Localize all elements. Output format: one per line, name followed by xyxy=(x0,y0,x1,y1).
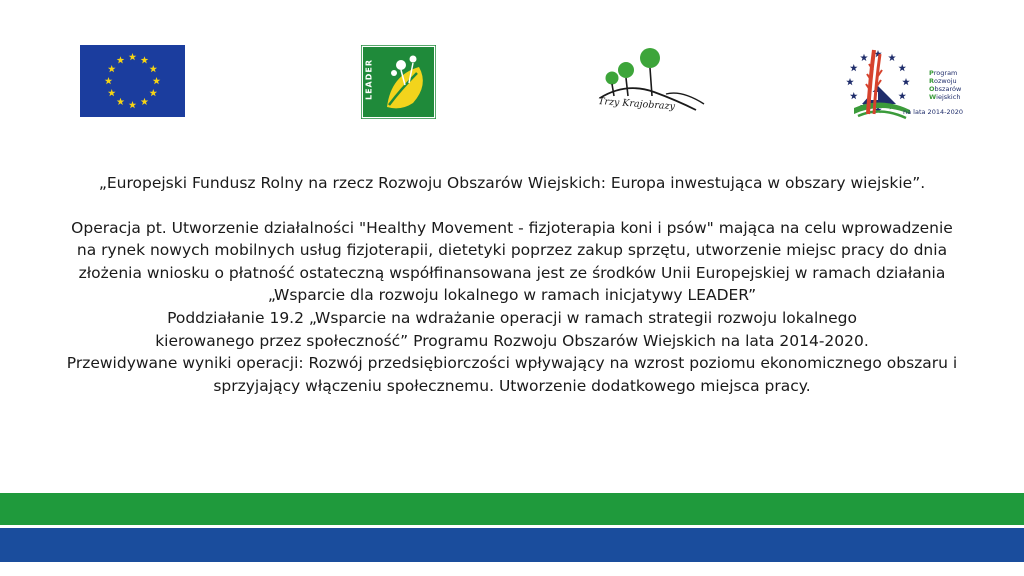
operation-description xyxy=(0,217,1024,398)
prow-star-icon xyxy=(898,92,906,99)
prow-line-program: rogram xyxy=(933,69,958,77)
prow-cap-r: R xyxy=(929,77,935,85)
prow-star-icon xyxy=(898,64,906,71)
prow-line-rozwoju: ozwoju xyxy=(934,77,957,85)
prow-cap-o: O xyxy=(929,85,935,93)
paragraph-line: „Wsparcie dla rozwoju lokalnego w ramach inicjatywy LEADER” xyxy=(267,286,757,305)
paragraph-line: złożenia wniosku o płatność ostateczną współfinansowana jest ze środków Unii Europejskiej w ramach działania xyxy=(78,263,946,282)
prow-logo xyxy=(840,44,990,120)
paragraph-line: sprzyjający włączeniu społecznemu. Utworzenie dodatkowego miejsca pracy. xyxy=(213,376,811,395)
prow-cap-w: W xyxy=(929,93,937,101)
announcement-text xyxy=(0,172,1024,397)
paragraph-line: kierowanego przez społeczność” Programu Rozwoju Obszarów Wiejskich na lata 2014-2020. xyxy=(155,331,869,350)
prow-star-icon xyxy=(846,78,854,85)
leader-logo-text: LEADER xyxy=(364,58,374,101)
footer-band-blue xyxy=(0,528,1024,562)
footer-band-green xyxy=(0,493,1024,528)
motto: „Europejski Fundusz Rolny na rzecz Rozwoju Obszarów Wiejskich: Europa inwestująca w obszary wiejskie”. xyxy=(98,174,926,192)
leader-logo xyxy=(361,45,436,119)
prow-line-wiejskich: iejskich xyxy=(936,93,961,101)
paragraph-line: Poddziałanie 19.2 „Wsparcie na wdrażanie operacji w ramach strategii rozwoju lokalnego xyxy=(167,308,857,327)
paragraph-line: Operacja pt. Utworzenie działalności "Healthy Movement - fizjoterapia koni i psów" mająca na celu wprowadzenie xyxy=(71,218,953,237)
prow-star-icon xyxy=(860,54,868,61)
trzy-krajobrazy-logo xyxy=(596,44,711,124)
prow-years: na lata 2014-2020 xyxy=(903,108,963,116)
prow-star-icon xyxy=(888,54,896,61)
prow-star-icon xyxy=(850,64,858,71)
prow-line-obszarow: bszarów xyxy=(934,85,962,93)
prow-star-icon xyxy=(850,92,858,99)
logo-bar xyxy=(0,0,1024,150)
prow-logo-name xyxy=(929,69,961,101)
paragraph-line: Przewidywane wyniki operacji: Rozwój przedsiębiorczości wpływający na wzrost poziomu ekonomicznego obszaru i xyxy=(66,354,958,373)
prow-cap-p: P xyxy=(929,69,934,77)
eu-flag-icon xyxy=(80,45,185,117)
paragraph-line: na rynek nowych mobilnych usług fizjoterapii, dietetyki poprzez zakup sprzętu, utworzenie miejsc pracy do dnia xyxy=(76,241,948,260)
prow-star-icon xyxy=(902,78,910,85)
trzy-krajobrazy-text: Trzy Krajobrazy xyxy=(597,96,676,113)
